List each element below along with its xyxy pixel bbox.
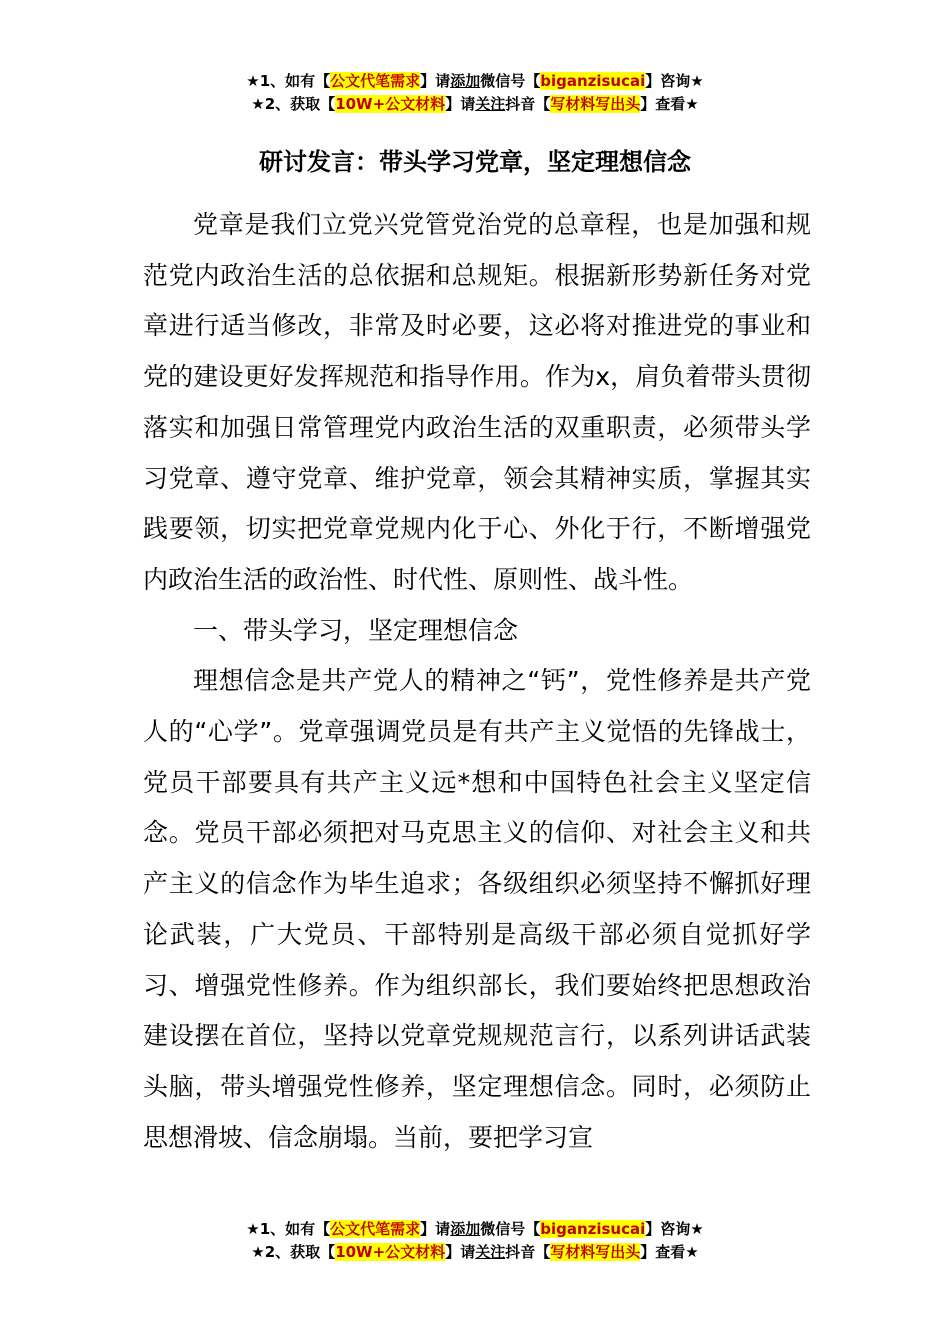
header-ad-line-2: ★2、获取【10W+公文材料】请关注抖音【写材料写出头】查看★ [251, 95, 699, 113]
section-heading-1: 一、带头学习，坚定理想信念 [193, 615, 519, 645]
header-ad-line-1: ★1、如有【公文代笔需求】请添加微信号【biganzisucai】咨询★ [246, 72, 704, 90]
highlight-materials: 10W+公文材料 [335, 95, 446, 113]
highlight-wechat-id: biganzisucai [540, 72, 646, 90]
paragraph-section-1: 理想信念是共产党人的精神之“钙”，党性修养是共产党人的“心学”。党章强调党员是有共产主义觉悟的先锋战士，党员干部要具有共产主义远*想和中国特色社会主义坚定信念。党员干部必须把对马克思主义的信仰、对社会主义和共产主义的信念作为毕生追求；各级组织必须坚持不懈抓好理论武装，广大党员、干部特别是高级干部必须自觉抓好学习、增强党性修养。作为组织部长，我们要始终把思想政治建设摆在首位，坚持以党章党规规范言行，以系列讲话武装头脑，带头增强党性修养，坚定理想信念。同时，必须防止思想滑坡、信念崩塌。当前，要把学习宣 [143, 666, 811, 1152]
highlight-douyin: 写材料写出头 [550, 95, 641, 113]
footer-ad-line-2: ★2、获取【10W+公文材料】请关注抖音【写材料写出头】查看★ [251, 1243, 699, 1261]
footer-ad-line-1: ★1、如有【公文代笔需求】请添加微信号【biganzisucai】咨询★ [246, 1220, 704, 1238]
document-title: 研讨发言：带头学习党章，坚定理想信念 [259, 148, 691, 176]
header-ad [0, 70, 950, 116]
document-body [143, 200, 811, 1163]
highlight-service: 公文代笔需求 [330, 72, 421, 90]
footer-ad [0, 1218, 950, 1264]
paragraph-intro: 党章是我们立党兴党管党治党的总章程，也是加强和规范党内政治生活的总依据和总规矩。根据新形势新任务对党章进行适当修改，非常及时必要，这必将对推进党的事业和党的建设更好发挥规范和指导作用。作为x，肩负着带头贯彻落实和加强日常管理党内政治生活的双重职责，必须带头学习党章、遵守党章、维护党章，领会其精神实质，掌握其实践要领，切实把党章党规内化于心、外化于行，不断增强党内政治生活的政治性、时代性、原则性、战斗性。 [143, 210, 811, 594]
